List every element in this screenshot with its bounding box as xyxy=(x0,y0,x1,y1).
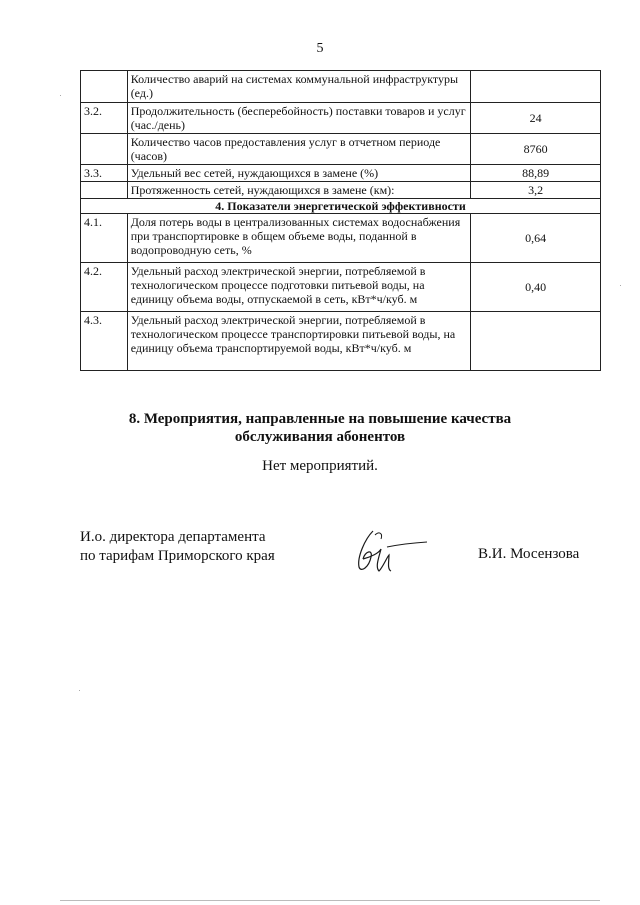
page-number: 5 xyxy=(316,41,324,56)
row-value: 0,40 xyxy=(471,263,601,312)
row-number xyxy=(81,71,128,103)
table-row xyxy=(81,103,601,134)
row-description: Протяженность сетей, нуждающихся в замене (км): xyxy=(127,182,471,199)
row-number: 4.1. xyxy=(81,214,128,263)
table-row xyxy=(81,214,601,263)
table-row xyxy=(81,71,601,103)
row-description: Удельный расход электрической энергии, потребляемой в технологическом процессе транспортировки питьевой воды, на единицу объема транспортируемой воды, кВт*ч/куб. м xyxy=(127,312,471,371)
row-value xyxy=(471,71,601,103)
row-description: Количество аварий на системах коммунальной инфраструктуры (ед.) xyxy=(127,71,471,103)
section-heading xyxy=(0,410,640,446)
section-heading-line: 8. Мероприятия, направленные на повышение качества xyxy=(128,411,512,427)
row-value xyxy=(471,312,601,371)
row-value: 8760 xyxy=(471,134,601,165)
scan-artifact xyxy=(620,285,621,286)
scan-artifact xyxy=(79,690,80,691)
row-value: 0,64 xyxy=(471,214,601,263)
table-row xyxy=(81,263,601,312)
row-number xyxy=(81,182,128,199)
row-number: 4.2. xyxy=(81,263,128,312)
row-description: Удельный вес сетей, нуждающихся в замене (%) xyxy=(127,165,471,182)
table-row xyxy=(81,312,601,371)
row-description: Удельный расход электрической энергии, потребляемой в технологическом процессе подготовки питьевой воды, на единицу объема воды, отпускаемой в сеть, кВт*ч/куб. м xyxy=(127,263,471,312)
row-description: Доля потерь воды в централизованных системах водоснабжения при транспортировке в общем объеме воды, поданной в водопроводную сеть, % xyxy=(127,214,471,263)
indicators-table xyxy=(80,70,601,371)
row-value: 24 xyxy=(471,103,601,134)
signer-position-line: И.о. директора департамента xyxy=(80,529,266,545)
row-description: Количество часов предоставления услуг в отчетном периоде (часов) xyxy=(127,134,471,165)
handwritten-signature xyxy=(335,527,430,577)
section-heading-line: обслуживания абонентов xyxy=(234,429,406,445)
section-body: Нет мероприятий. xyxy=(262,458,378,474)
signer-position xyxy=(80,528,275,566)
row-number: 3.3. xyxy=(81,165,128,182)
table-row xyxy=(81,182,601,199)
section-header-row xyxy=(81,199,601,214)
row-number xyxy=(81,134,128,165)
row-value: 88,89 xyxy=(471,165,601,182)
page-bottom-edge xyxy=(60,900,600,901)
row-number: 4.3. xyxy=(81,312,128,371)
signer-name: В.И. Мосензова xyxy=(478,546,580,562)
row-description: Продолжительность (бесперебойность) поставки товаров и услуг (час./день) xyxy=(127,103,471,134)
signer-position-line: по тарифам Приморского края xyxy=(80,548,275,564)
section-header: 4. Показатели энергетической эффективности xyxy=(81,199,601,214)
table-row xyxy=(81,165,601,182)
scan-artifact xyxy=(60,95,61,96)
row-value: 3,2 xyxy=(471,182,601,199)
table-row xyxy=(81,134,601,165)
row-number: 3.2. xyxy=(81,103,128,134)
